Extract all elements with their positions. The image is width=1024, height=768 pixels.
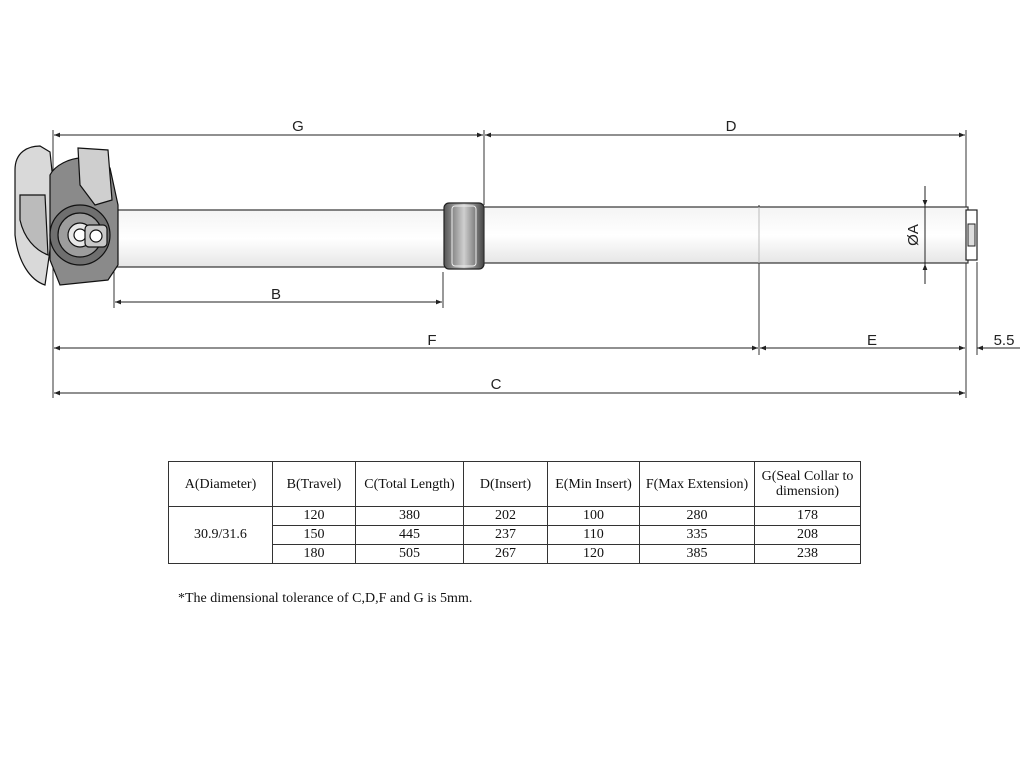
dim-label-f: F: [427, 332, 437, 349]
col-header-insert: D(Insert): [464, 462, 548, 507]
dim-label-e: E: [866, 332, 878, 349]
dim-label-offset: 5.5: [993, 332, 1015, 349]
table-cell: 100: [548, 507, 640, 526]
col-header-diameter: A(Diameter): [169, 462, 273, 507]
table-row: [169, 507, 861, 526]
col-header-seal-collar: G(Seal Collar to dimension): [755, 462, 861, 507]
table-row: [169, 526, 861, 545]
table-cell: 385: [640, 545, 755, 564]
dim-label-d: D: [725, 118, 737, 135]
table-row: [169, 545, 861, 564]
col-header-travel: B(Travel): [273, 462, 356, 507]
table-cell: 110: [548, 526, 640, 545]
table-cell: 202: [464, 507, 548, 526]
table-header-row: [169, 462, 861, 507]
table-cell: 208: [755, 526, 861, 545]
col-header-total-length: C(Total Length): [356, 462, 464, 507]
table-cell: 445: [356, 526, 464, 545]
table-cell: 237: [464, 526, 548, 545]
dim-label-g: G: [292, 118, 304, 135]
end-cap: [966, 210, 977, 260]
table-cell: 267: [464, 545, 548, 564]
col-header-min-insert: E(Min Insert): [548, 462, 640, 507]
stanchion-tube: [114, 210, 446, 267]
table-cell: 280: [640, 507, 755, 526]
diameter-cell: 30.9/31.6: [169, 507, 273, 564]
outer-tube: [484, 207, 968, 263]
table-cell: 238: [755, 545, 861, 564]
col-header-max-extension: F(Max Extension): [640, 462, 755, 507]
table-cell: 335: [640, 526, 755, 545]
table-cell: 180: [273, 545, 356, 564]
dim-label-b: B: [270, 286, 282, 303]
dim-label-a: ØA: [905, 224, 922, 246]
table-cell: 120: [273, 507, 356, 526]
table-cell: 178: [755, 507, 861, 526]
table-cell: 380: [356, 507, 464, 526]
saddle-clamp-head: [15, 146, 118, 285]
spec-table: [168, 461, 861, 564]
tolerance-note: *The dimensional tolerance of C,D,F and G is 5mm.: [178, 591, 473, 606]
dim-label-c: C: [490, 376, 502, 393]
table-cell: 120: [548, 545, 640, 564]
table-cell: 505: [356, 545, 464, 564]
table-cell: 150: [273, 526, 356, 545]
seal-collar: [444, 203, 484, 269]
